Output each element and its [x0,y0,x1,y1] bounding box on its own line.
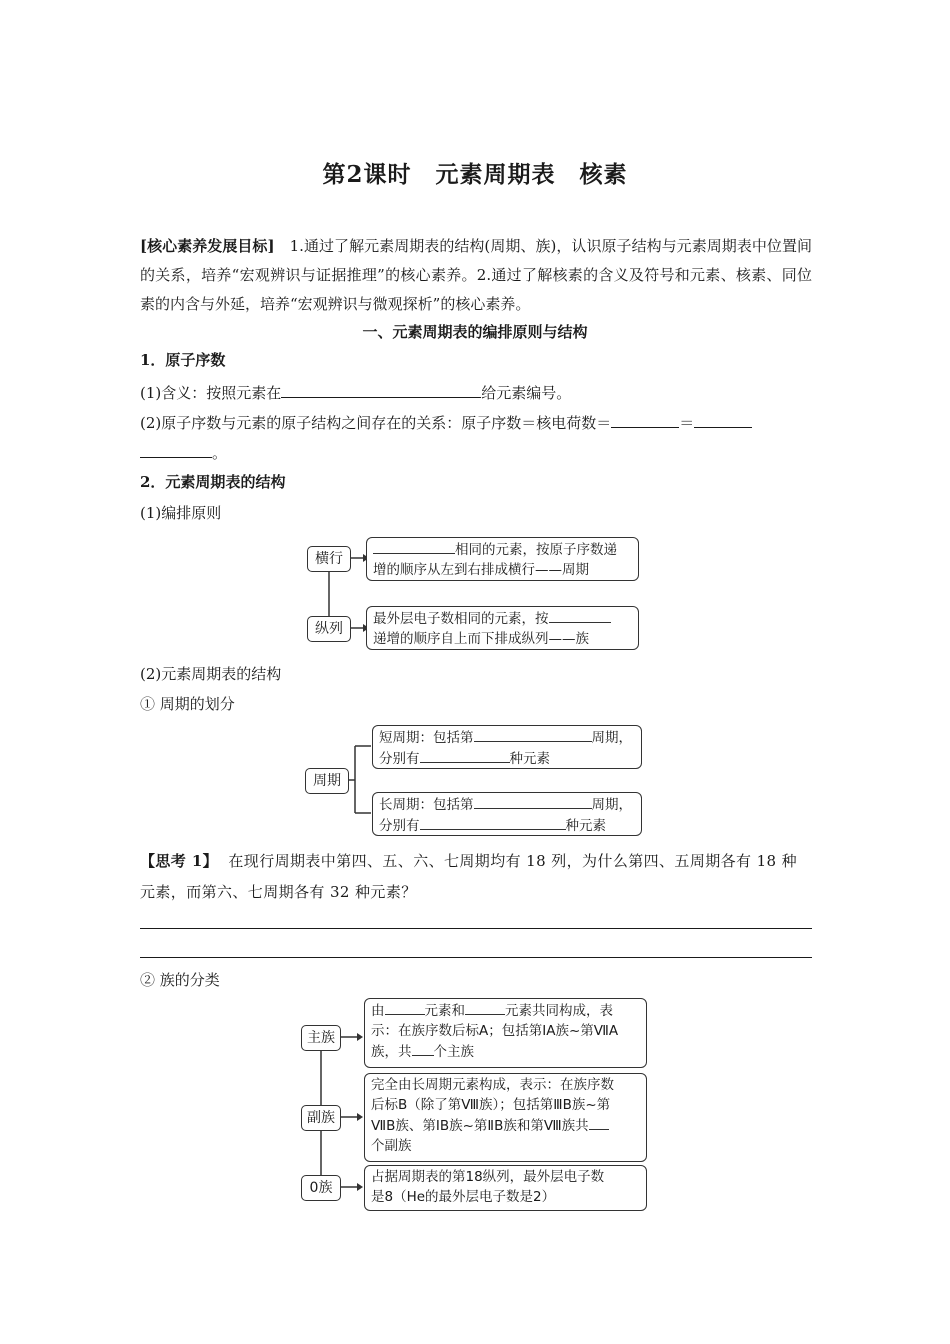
think1-tag: 【思考 1】 [140,852,219,870]
zero-1: 占据周期表的第18纵列，最外层电子数 [371,1169,605,1185]
row-text-2: 增的顺序从左到右排成横行——周期 [373,562,589,578]
short-2b: 种元素 [509,751,550,767]
section-heading: 一、元素周期表的编排原则与结构 [362,323,588,341]
item2-sub2: (2)元素周期表的结构 [140,665,282,683]
answer-line[interactable] [140,957,812,958]
item1-line2-a: (2)原子序数与元素的原子结构之间存在的关系：原子序数＝核电荷数＝ [140,414,612,432]
zero-2: 是8（He的最外层电子数是2） [371,1189,556,1205]
sub-2: 后标B（除了第Ⅷ族）；包括第ⅢB族~第 [371,1097,611,1113]
item1-line1-a: (1)含义：按照元素在 [140,384,282,402]
answer-blank[interactable] [474,727,592,742]
goals-tag: [核心素养发展目标] [140,237,275,255]
column-rule-box [366,606,639,650]
column-label: 纵列 [307,616,351,642]
item1-line1-b: 给元素编号。 [481,384,572,402]
main-3a: 族，共 [371,1044,412,1060]
group-heading: ② 族的分类 [140,971,220,989]
answer-blank[interactable] [589,1115,609,1130]
short-2a: 分别有 [379,751,420,767]
item1-line2-end: 。 [212,444,228,462]
long-2b: 种元素 [565,818,606,834]
answer-blank[interactable] [373,539,455,554]
main-1c: 元素共同构成，表 [505,1003,613,1019]
sub-1: 完全由长周期元素构成，表示：在族序数 [371,1077,614,1093]
answer-blank[interactable] [474,794,592,809]
main-group-box [364,998,647,1068]
row-label: 横行 [307,546,351,572]
item2-sub1: (1)编排原则 [140,504,222,522]
row-text-1: 相同的元素，按原子序数递 [455,542,617,558]
long-period-box [372,792,642,836]
sub-group-label: 副族 [301,1105,341,1131]
zero-group-label: 0族 [301,1175,341,1201]
zero-group-box [364,1165,647,1211]
item1-heading: 1．原子序数 [140,351,226,369]
long-1b: 周期， [591,797,632,813]
think1-line2: 元素，而第六、七周期各有 32 种元素？ [140,883,417,901]
period-label: 周期 [305,768,349,794]
main-1a: 由 [371,1003,385,1019]
col-text-2: 递增的顺序自上而下排成纵列——族 [373,631,589,647]
long-2a: 分别有 [379,818,420,834]
period-heading: ① 周期的划分 [140,695,235,713]
sub-3: ⅦB族、第ⅠB族~第ⅡB族和第Ⅷ族共 [371,1118,589,1134]
item2-heading: 2．元素周期表的结构 [140,473,286,491]
answer-blank[interactable] [420,815,566,830]
short-period-box [372,725,642,769]
answer-line[interactable] [140,928,812,929]
main-1b: 元素和 [424,1003,465,1019]
sub-group-box [364,1073,647,1162]
main-3b: 个主族 [433,1044,474,1060]
col-text-1: 最外层电子数相同的元素，按 [373,611,549,627]
answer-blank[interactable] [412,1041,434,1056]
item1-line2-eq: ＝ [679,414,695,432]
goals-text: 1.通过了解元素周期表的结构(周期、族)，认识原子结构与元素周期表中位置间的关系，培养“宏观辨识与证据推理”的核心素养。2.通过了解核素的含义及符号和元素、核素、同位素的内含与外延，培养“宏观辨识与微观探析”的核心素养。 [140,237,812,313]
short-1a: 短周期：包括第 [379,730,474,746]
row-rule-box [366,537,639,581]
page-title: 第2课时 元素周期表 核素 [322,161,628,188]
short-1b: 周期， [591,730,632,746]
answer-blank[interactable] [385,1000,425,1015]
think1-line1 [140,851,797,871]
sub-4: 个副族 [371,1138,412,1154]
answer-blank[interactable] [465,1000,505,1015]
think1-text-1: 在现行周期表中第四、五、六、七周期均有 18 列，为什么第四、五周期各有 18 种 [228,852,798,870]
answer-blank[interactable] [549,608,611,623]
main-group-label: 主族 [301,1025,341,1051]
main-2: 示：在族序数后标A；包括第ⅠA族~第ⅦA [371,1023,619,1039]
answer-blank[interactable] [420,748,510,763]
long-1a: 长周期：包括第 [379,797,474,813]
